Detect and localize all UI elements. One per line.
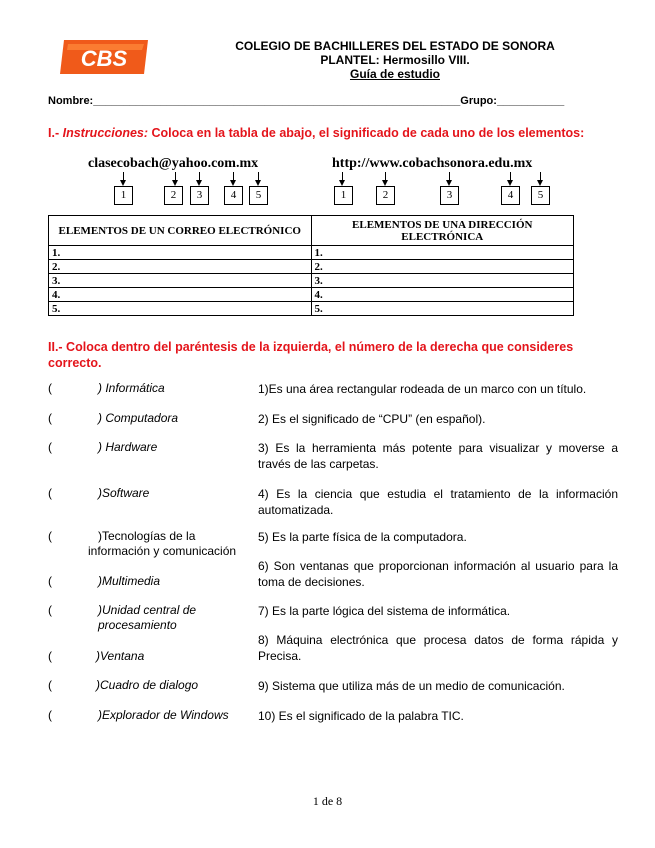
table-header-email: ELEMENTOS DE UN CORREO ELECTRÓNICO: [49, 216, 312, 246]
arrow-icon: [123, 172, 124, 181]
arrow-icon: [449, 172, 450, 181]
email-cell[interactable]: 5.: [49, 302, 312, 316]
definition-item: 4) Es la ciencia que estudia el tratamiento de la información automatizada.: [258, 487, 618, 517]
definition-item: 3) Es la herramienta más potente para visualizar y moverse a través de las carpetas.: [258, 441, 618, 471]
term-item: )Unidad central de procesamiento: [98, 603, 197, 632]
table-row: [49, 302, 574, 316]
name-group-line: Nombre:____________________________________________________________Grupo:___________: [48, 95, 565, 107]
answer-paren[interactable]: (: [48, 440, 52, 454]
definition-item: 8) Máquina electrónica que procesa datos de forma rápida y Precisa.: [258, 633, 618, 663]
table-row: [49, 246, 574, 260]
answer-paren[interactable]: (: [48, 649, 52, 663]
email-box-5: 5: [249, 186, 268, 205]
campus-name: PLANTEL: Hermosillo VIII.: [320, 53, 470, 67]
web-address: http://www.cobachsonora.edu.mx: [332, 156, 533, 171]
address-cell[interactable]: 1.: [311, 246, 574, 260]
email-address: clasecobach@yahoo.com.mx: [88, 156, 259, 171]
table-row: [49, 274, 574, 288]
arrow-icon: [510, 172, 511, 181]
url-box-5: 5: [531, 186, 550, 205]
email-box-3: 3: [190, 186, 209, 205]
table-row: [49, 288, 574, 302]
arrow-icon: [233, 172, 234, 181]
address-cell[interactable]: 5.: [311, 302, 574, 316]
school-logo: [58, 38, 150, 76]
arrow-icon: [342, 172, 343, 181]
definition-item: 9) Sistema que utiliza más de un medio de comunicación.: [258, 679, 565, 693]
section1-prefix: I.-: [48, 126, 63, 140]
arrow-icon: [199, 172, 200, 181]
answer-paren[interactable]: (: [48, 574, 52, 588]
address-cell[interactable]: 2.: [311, 260, 574, 274]
url-box-2: 2: [376, 186, 395, 205]
answer-paren[interactable]: (: [48, 708, 52, 722]
arrow-icon: [258, 172, 259, 181]
url-box-1: 1: [334, 186, 353, 205]
definition-item: 6) Son ventanas que proporcionan información al usuario para la toma de decisiones.: [258, 559, 618, 589]
table-row: [49, 260, 574, 274]
definition-item: 7) Es la parte lógica del sistema de informática.: [258, 604, 511, 618]
answer-paren[interactable]: (: [48, 678, 52, 692]
email-cell[interactable]: 1.: [49, 246, 312, 260]
term-item: ) Computadora: [98, 411, 179, 425]
elements-table: [48, 215, 574, 316]
arrow-icon: [385, 172, 386, 181]
page-number: 1 de 8: [312, 794, 343, 808]
section1-text: Coloca en la tabla de abajo, el significado de cada uno de los elementos:: [148, 126, 585, 140]
answer-paren[interactable]: (: [48, 529, 52, 543]
answer-paren[interactable]: (: [48, 381, 52, 395]
email-cell[interactable]: 4.: [49, 288, 312, 302]
term-item: ) Informática: [98, 381, 165, 395]
url-box-4: 4: [501, 186, 520, 205]
table-header-address: ELEMENTOS DE UNA DIRECCIÓN ELECTRÓNICA: [311, 216, 574, 246]
term-item: )Explorador de Windows: [98, 708, 229, 722]
email-cell[interactable]: 3.: [49, 274, 312, 288]
term-item: )Multimedia: [98, 574, 161, 588]
term-item: )Cuadro de dialogo: [96, 678, 199, 692]
section1-label: Instrucciones:: [62, 126, 149, 140]
answer-paren[interactable]: (: [48, 603, 52, 617]
email-cell[interactable]: 2.: [49, 260, 312, 274]
answer-paren[interactable]: (: [48, 411, 52, 425]
section1-instruction: [48, 126, 584, 140]
document-title: Guía de estudio: [349, 67, 440, 81]
term-item: )Software: [98, 486, 150, 500]
email-box-1: 1: [114, 186, 133, 205]
section2-instruction: II.- Coloca dentro del paréntesis de la izquierda, el número de la derecha que consideres correcto.: [48, 340, 574, 370]
term-item: )Tecnologías de la información y comunicación: [88, 529, 237, 558]
definition-item: 1)Es una área rectangular rodeada de un marco con un título.: [258, 382, 587, 396]
definition-item: 5) Es la parte física de la computadora.: [258, 530, 467, 544]
email-box-4: 4: [224, 186, 243, 205]
arrow-icon: [175, 172, 176, 181]
answer-paren[interactable]: (: [48, 486, 52, 500]
definition-item: 2) Es el significado de “CPU” (en español).: [258, 412, 486, 426]
address-cell[interactable]: 4.: [311, 288, 574, 302]
term-item: ) Hardware: [98, 440, 158, 454]
arrow-icon: [540, 172, 541, 181]
term-item: )Ventana: [96, 649, 145, 663]
url-box-3: 3: [440, 186, 459, 205]
definition-item: 10) Es el significado de la palabra TIC.: [258, 709, 464, 723]
school-name: COLEGIO DE BACHILLERES DEL ESTADO DE SONORA: [235, 39, 555, 53]
address-cell[interactable]: 3.: [311, 274, 574, 288]
email-box-2: 2: [164, 186, 183, 205]
logo-text: CBS: [80, 46, 128, 71]
